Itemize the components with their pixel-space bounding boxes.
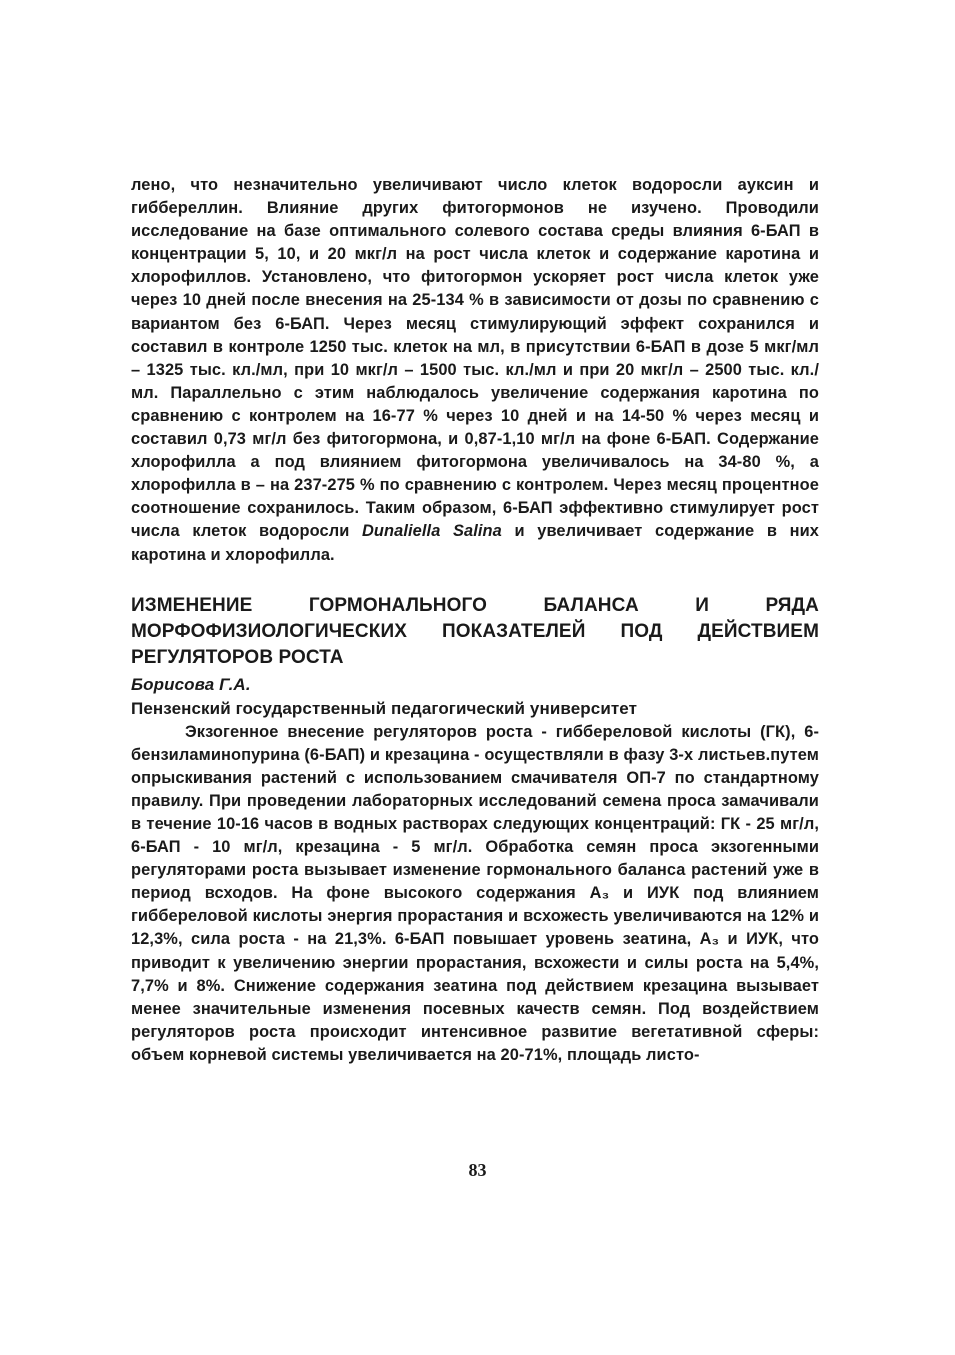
article-affiliation: Пензенский государственный педагогический университет — [131, 698, 638, 718]
continued-text: лено, что незначительно увеличивают число клеток водоросли ауксин и гиббереллин. Влияние других фитогормонов не изучено. Проводили исследование на базе оптимального солевого состава среды влияния 6-БАП в концентрации 5, 10, и 20 мкг/л на рост числа клеток и содержание каротина и хлорофиллов. Установлено, что фитогормон ускоряет рост числа клеток уже через 10 дней после внесения на 25-134 % в зависимости от дозы по сравнению с вариантом без 6-БАП. Через месяц стимулирующий эффект сохранился и составил в контроле 1250 тыс. клеток на мл, в присутствии 6-БАП в дозе 5 мкг/мл – 1325 тыс. кл./мл, при 10 мкг/л – 1500 тыс. кл./мл и при 20 мкг/л – 2500 тыс. кл./ мл. Параллельно с этим наблюдалось увеличение содержания каротина по сравнению с контролем на 16-77 % через 10 дней и на 14-50 % через месяц и составил 0,73 мг/л без фитогормона, и 0,87-1,10 мг/л на фоне 6-БАП. Содержание хлорофилла а под влиянием фитогормона увеличивалось на 34-80 %, а хлорофилла в – на 237-275 % по сравнению с контролем. Через месяц процентное соотношение сохранилось. Таким образом, 6-БАП эффективно стимулирует рост числа клеток водоросли — [131, 176, 819, 541]
article-body: Экзогенное внесение регуляторов роста - гиббереловой кислоты (ГК), 6-бензиламинопурина (6-БАП) и крезацина - осуществляли в фазу 3-х листьев.путем опрыскивания растений с использованием смачивателя ОП-7 по стандартному правилу. При проведении лабораторных исследований семена проса замачивали в течение 10-16 часов в водных растворах следующих концентраций: ГК - 25 мг/л, 6-БАП - 10 мг/л, крезацина - 5 мг/л. Обработка семян проса экзогенными регуляторами роста вызывает изменение гормонального баланса растений уже в период всходов. На фоне высокого содержания А₃ и ИУК под влиянием гиббереловой кислоты энергия прорастания и всхожесть увеличиваются на 12% и 12,3%, сила роста - на 21,3%. 6-БАП повышает уровень зеатина, А₃ и ИУК, что приводит к увеличению энергии прорастания, всхожести и силы роста на 5,4%, 7,7% и 8%. Снижение содержания зеатина под действием крезацина вызывает менее значительные изменения посевных качеств семян. Под воздействием регуляторов роста происходит интенсивное развитие вегетативной сферы: объем корневой системы увеличивается на 20-71%, площадь листо- — [131, 722, 819, 1064]
page-number: 83 — [468, 1160, 487, 1180]
text-column — [131, 174, 819, 1067]
species-name: Dunaliella Salina — [362, 522, 502, 541]
article-title: ИЗМЕНЕНИЕ ГОРМОНАЛЬНОГО БАЛАНСА И РЯДА МОРФОФИЗИОЛОГИЧЕСКИХ ПОКАЗАТЕЛЕЙ ПОД ДЕЙСТВИЕМ РЕГУЛЯТОРОВ РОСТА — [131, 594, 819, 668]
article-author: Борисова Г.А. — [131, 674, 251, 694]
continued-text-end: и увеличивает содержание в них каротина и хлорофилла. — [131, 522, 819, 564]
continued-paragraph — [131, 174, 819, 567]
